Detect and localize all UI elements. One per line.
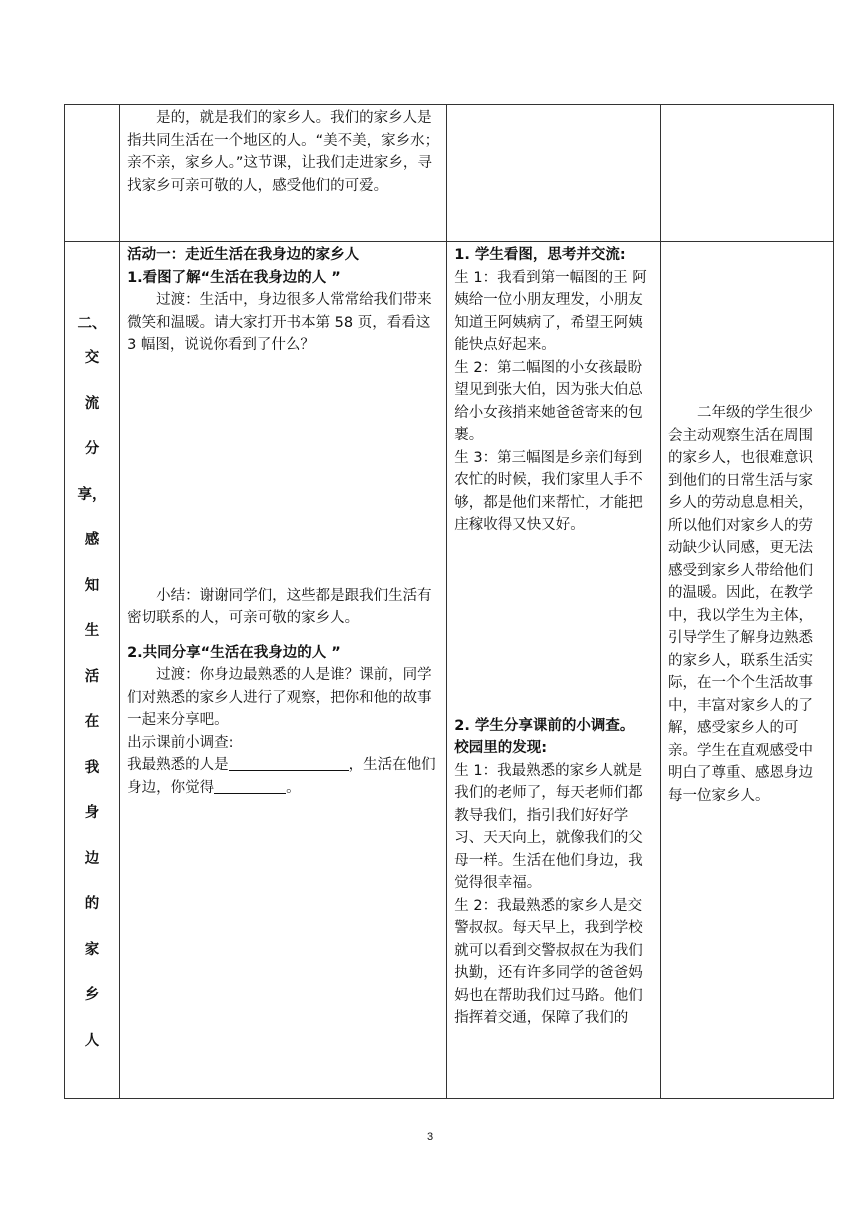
teacher-activity-cell — [120, 242, 447, 1099]
design-note-cell — [661, 242, 834, 1099]
page-number: 3 — [426, 1131, 434, 1143]
section-title-char: 活 — [84, 668, 100, 685]
section-title-char: 的 — [84, 896, 100, 912]
intro-text: 是的，就是我们的家乡人。我们的家乡人是指共同生活在一个地区的人。“美不美，家乡水；亲不亲，家乡人。”这节课，让我们走进家乡，寻找家乡可亲可敬的人，感受他们的可爱。 — [127, 110, 440, 194]
section-title-char: 流 — [84, 395, 100, 412]
section-title-char: 乡 — [84, 987, 100, 1003]
survey-blank-1 — [229, 754, 349, 771]
section-title-char: 知 — [84, 577, 100, 594]
section-title-vertical — [65, 336, 119, 1064]
survey-text-c: 。 — [286, 779, 301, 796]
section-heading-cell — [65, 242, 120, 1099]
campus-title: 校园里的发现: — [454, 740, 548, 756]
student-answer-1: 生 1：我看到第一幅图的王 阿姨给一位小朋友理发，小朋友知道王阿姨病了，希望王阿姨能快点好起来。 — [454, 269, 647, 353]
campus-answer-2: 生 2：我最熟悉的家乡人是交警叔叔。每天早上，我到学校就可以看到交警叔叔在为我们执勤，还有许多同学的爸爸妈妈也在帮助我们过马路。他们指挥着交通，保障了我们的 — [454, 897, 643, 1026]
section-title-char: 交 — [84, 350, 100, 366]
student-answer-2: 生 2：第二幅图的小女孩最盼望见到张大伯，因为张大伯总给小女孩捎来她爸爸寄来的包裹。 — [454, 359, 643, 443]
section-number: 二、 — [77, 316, 107, 332]
student-part2-title: 2. 学生分享课前的小调查。 — [454, 717, 635, 734]
section-title-char: 家 — [84, 941, 100, 958]
intro-cell — [120, 105, 447, 242]
section-title-char: 感 — [84, 532, 100, 548]
part1-summary: 小结：谢谢同学们，这些都是跟我们生活有密切联系的人，可亲可敬的家乡人。 — [127, 587, 432, 626]
student-activity-cell — [447, 242, 661, 1099]
survey-intro: 出示课前小调查: — [127, 734, 234, 751]
lesson-plan-table — [64, 104, 834, 1099]
student-part1-title: 1. 学生看图，思考并交流: — [454, 247, 626, 263]
section-cell-empty — [65, 105, 120, 242]
part2-transition: 过渡：你身边最熟悉的人是谁？课前，同学们对熟悉的家乡人进行了观察，把你和他的故事一起来分享吧。 — [127, 667, 432, 728]
survey-text-a: 我最熟悉的人是 — [127, 757, 229, 773]
section-title-char: 在 — [84, 714, 100, 730]
section-title-char: 享， — [77, 486, 107, 503]
student-cell-empty — [447, 105, 661, 242]
section-title-char: 我 — [84, 759, 100, 776]
section-title-char: 分 — [84, 441, 100, 457]
survey-text-b: ，生活在他们身边，你觉得 — [127, 757, 436, 796]
part1-transition: 过渡：生活中，身边很多人常常给我们带来微笑和温暖。请大家打开书本第 58 页，看看这 3 幅图，说说你看到了什么？ — [127, 292, 432, 353]
survey-blank-2 — [214, 777, 286, 794]
student-answer-3: 生 3：第三幅图是乡亲们每到农忙的时候，我们家里人手不够，都是他们来帮忙，才能把庄稼收得又快又好。 — [454, 449, 643, 533]
table-row — [65, 242, 834, 1099]
section-title-char: 生 — [84, 623, 100, 639]
campus-answer-1: 生 1：我最熟悉的家乡人就是我们的老师了，每天老师们都教导我们，指引我们好好学习、天天向上，就像我们的父母一样。生活在他们身边，我觉得很幸福。 — [454, 762, 643, 891]
part2-title: 2.共同分享“生活在我身边的人 ” — [127, 644, 341, 661]
note-cell-empty — [661, 105, 834, 242]
section-title-char: 身 — [84, 805, 100, 821]
table-row — [65, 105, 834, 242]
part1-title: 1.看图了解“生活在我身边的人 ” — [127, 269, 341, 286]
activity-title: 活动一：走近生活在我身边的家乡人 — [127, 247, 360, 263]
survey-question — [127, 754, 439, 799]
section-title-char: 人 — [84, 1032, 100, 1049]
design-note-text: 二年级的学生很少会主动观察生活在周围的家乡人，也很难意识到他们的日常生活与家乡人的劳动息息相关，所以他们对家乡人的劳动缺少认同感，更无法感受到家乡人带给他们的温暖。因此，在教学中，我以学生为主体，引导学生了解身边熟悉的家乡人，联系生活实际，在一个个生活故事中，丰富对家乡人的了解，感受家乡人的可亲。学生在直观感受中明白了尊重、感恩身边每一位家乡人。 — [668, 405, 813, 804]
section-title-char: 边 — [84, 850, 100, 867]
